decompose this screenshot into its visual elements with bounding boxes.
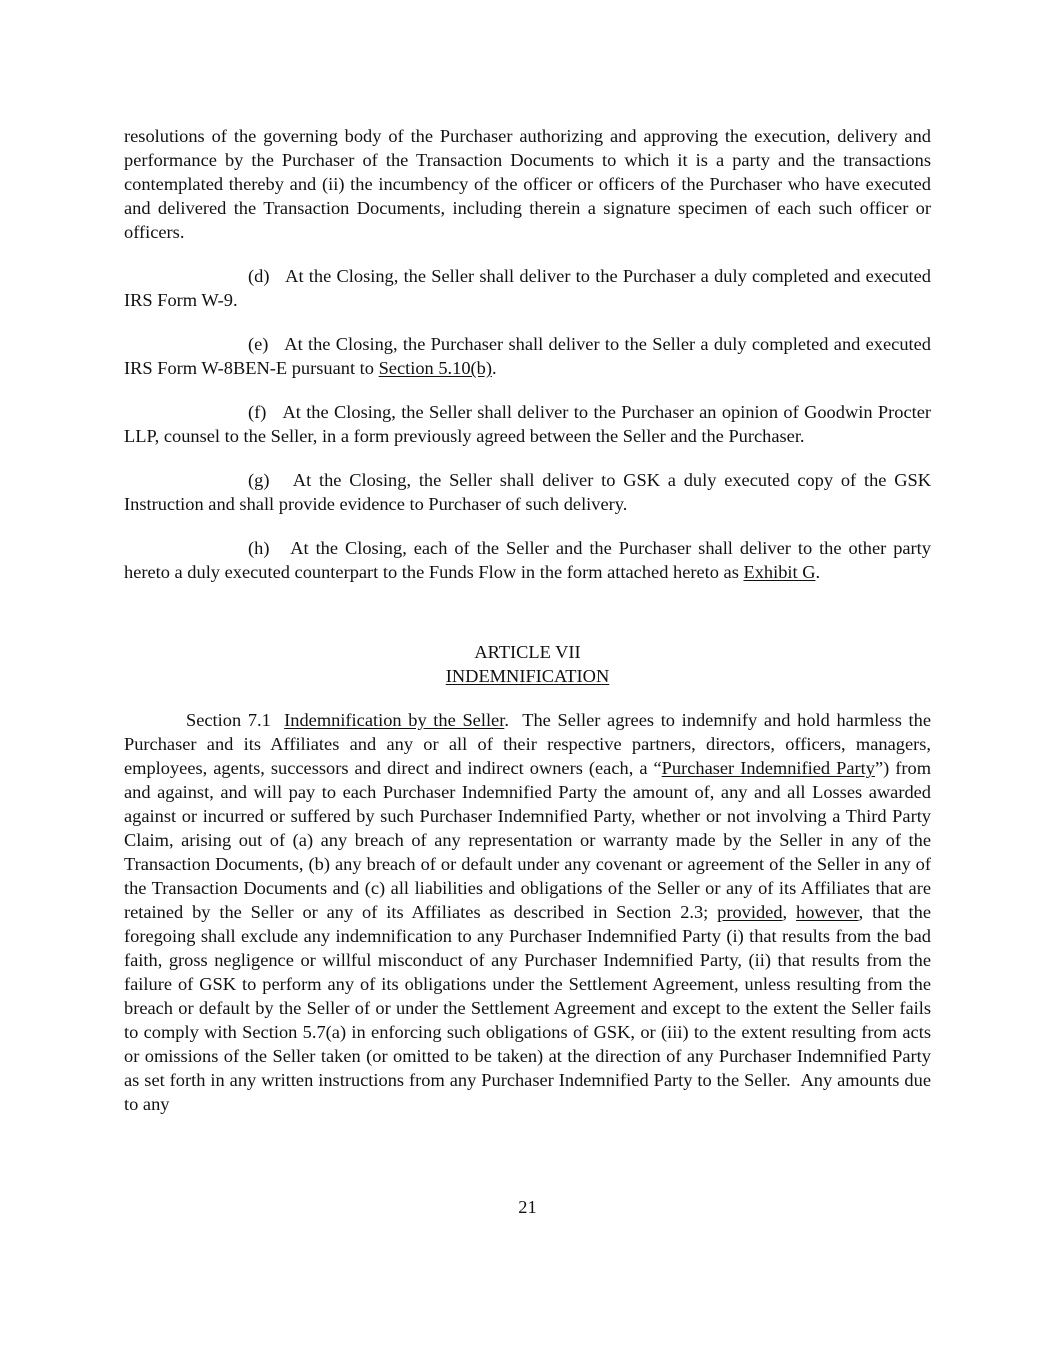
paragraph-e (124, 332, 931, 380)
section-7-1 (124, 708, 931, 1116)
provided-term: provided (717, 902, 783, 922)
article-number: ARTICLE VII (474, 642, 581, 662)
paragraph-h (124, 536, 931, 584)
exhibit-g-reference: Exhibit G (743, 562, 816, 582)
section-7-1-comma: , (782, 902, 797, 922)
section-5-10b-reference: Section 5.10(b) (378, 358, 492, 378)
paragraph-f: (f) At the Closing, the Seller shall deliver to the Purchaser an opinion of Goodwin Procter LLP, counsel to the Seller, in a form previously agreed between the Seller and the Purchaser. (124, 402, 931, 446)
document-body (124, 124, 931, 1136)
article-title: INDEMNIFICATION (445, 666, 610, 686)
section-7-1-label: Section 7.1 (186, 710, 285, 730)
section-7-1-text-3: , that the foregoing shall exclude any indemnification to any Purchaser Indemnified Party (i) that results from the bad faith, gross negligence or willful misconduct of any Purchaser Indemnified Party, (ii) that results from the failure of GSK to perform any of its obligations under the Settlement Agreement, unless resulting from the breach or default by the Seller of or under the Settlement Agreement and except to the extent the Seller fails to comply with Section 5.7(a) in enforcing such obligations of GSK, or (iii) to the extent resulting from acts or omissions of the Seller taken (or omitted to be taken) at the direction of any Purchaser Indemnified Party as set forth in any written instructions from any Purchaser Indemnified Party to the Seller. Any amounts due to any (124, 902, 931, 1114)
section-7-1-heading: Indemnification by the Seller (284, 710, 505, 730)
section-7-1-text-2: ”) from and against, and will pay to each Purchaser Indemnified Party the amount of, any and all Losses awarded against or incurred or suffered by such Purchaser Indemnified Party, whether or not involving a Third Party Claim, arising out of (a) any breach of any representation or warranty made by the Seller in any of the Transaction Documents, (b) any breach of or default under any covenant or agreement of the Seller in any of the Transaction Documents and (c) all liabilities and obligations of the Seller or any of its Affiliates that are retained by the Seller or any of its Affiliates as described in Section 2.3; (124, 758, 931, 922)
defined-term-purchaser-indemnified-party: Purchaser Indemnified Party (661, 758, 875, 778)
paragraph-h-text: (h) At the Closing, each of the Seller and the Purchaser shall deliver to the other party hereto a duly executed counterpart to the Funds Flow in the form attached hereto as (124, 538, 931, 582)
page-number: 21 (518, 1197, 537, 1217)
paragraph-g: (g) At the Closing, the Seller shall deliver to GSK a duly executed copy of the GSK Instruction and shall provide evidence to Purchaser of such delivery. (124, 470, 931, 514)
paragraph-e-text: (e) At the Closing, the Purchaser shall deliver to the Seller a duly completed and executed IRS Form W-8BEN-E pursuant to (124, 334, 931, 378)
section-7-1-text: . The Seller agrees to indemnify and hold harmless the Purchaser and its Affiliates and any or all of their respective partners, directors, officers, managers, employees, agents, successors and direct and indirect owners (each, a “ (124, 710, 931, 778)
article-heading (124, 640, 931, 688)
paragraph-e-end: . (491, 358, 497, 378)
paragraph-continued: resolutions of the governing body of the Purchaser authorizing and approving the execution, delivery and performance by the Purchaser of the Transaction Documents to which it is a party and the transactions contemplated thereby and (ii) the incumbency of the officer or officers of the Purchaser who have executed and delivered the Transaction Documents, including therein a signature specimen of each such officer or officers. (124, 126, 931, 242)
paragraph-d: (d) At the Closing, the Seller shall deliver to the Purchaser a duly completed and executed IRS Form W-9. (124, 266, 931, 310)
however-term: however (796, 902, 859, 922)
paragraph-h-end: . (815, 562, 821, 582)
